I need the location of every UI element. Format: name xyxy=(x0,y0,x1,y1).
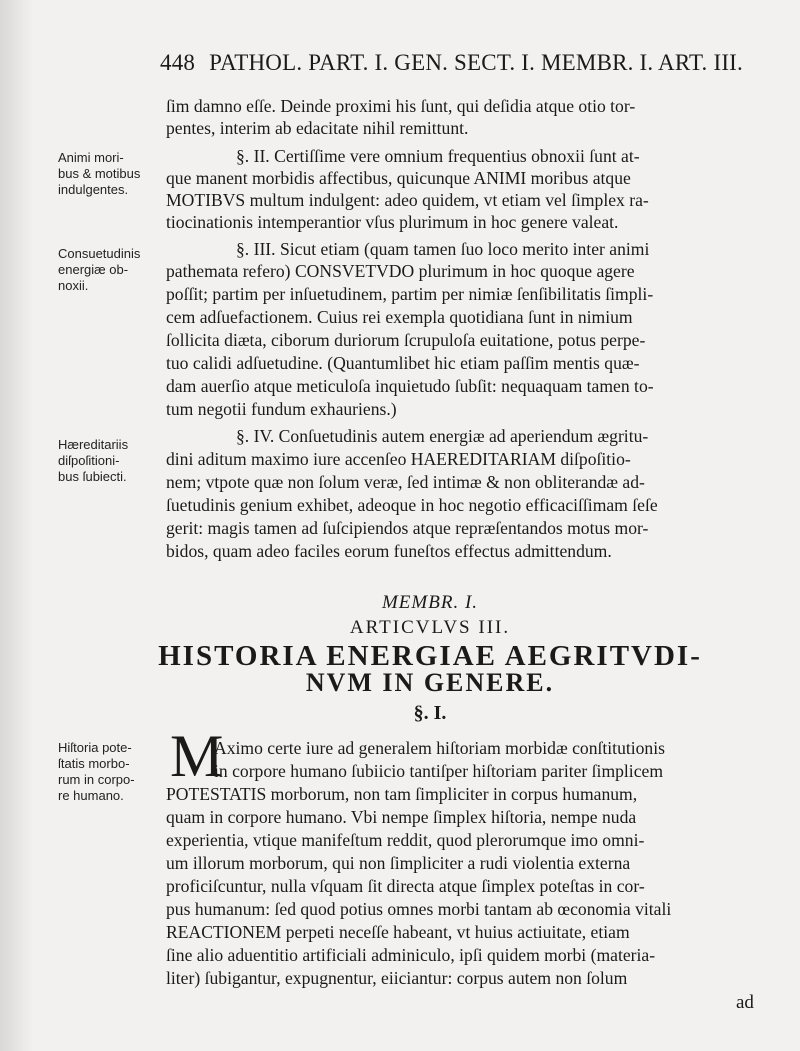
margin-note-line: Consuetudinis xyxy=(58,246,141,261)
margin-note-line: Animi mori- xyxy=(58,150,124,165)
body-line: cem adſuefactionem. Cuius rei exempla quotidiana ſunt in nimium xyxy=(166,307,633,327)
margin-note-line: bus ſubiecti. xyxy=(58,469,127,484)
body-line: proficiſcuntur, nulla vſquam ſit directa atque ſimplex poteſtas in cor- xyxy=(166,876,645,896)
running-header xyxy=(160,50,760,80)
body-line: tum negotii fundum exhauriens.) xyxy=(166,399,397,419)
margin-note-line: re humano. xyxy=(58,788,124,803)
articulus-heading: ARTICVLVS III. xyxy=(349,617,511,638)
margin-note-animi xyxy=(58,150,156,198)
margin-note-line: energiæ ob- xyxy=(58,262,129,277)
body-line: ſollicita diæta, ciborum duriorum ſcrupuloſa euitatione, potus perpe- xyxy=(166,330,646,350)
body-line: Aximo certe iure ad generalem hiſtoriam morbidæ conſtitutionis xyxy=(214,738,665,758)
margin-note-line: Hiſtoria pote- xyxy=(58,740,132,755)
chapter-title-line-2: NVM IN GENERE. xyxy=(305,668,555,697)
section-2-line: §. II. Certiſſime vere omnium frequentius obnoxii ſunt at- xyxy=(236,146,640,166)
body-line: pathemata refero) CONSVETVDO plurimum in hoc quoque agere xyxy=(166,261,635,281)
body-line: dam auerſio atque meticuloſa inquietudo ſubſit: nequaquam tamen to- xyxy=(166,376,654,396)
margin-note-line: indulgentes. xyxy=(58,182,129,197)
section-4-line: §. IV. Conſuetudinis autem energiæ ad aperiendum ægritu- xyxy=(236,426,649,446)
body-line: ſuetudinis genium exhibet, adeoque in hoc negotio efficaciſſimam ſeſe xyxy=(166,495,658,515)
margin-note-haereditariis xyxy=(58,437,156,485)
catchword: ad xyxy=(736,992,754,1013)
margin-note-line: Hæreditariis xyxy=(58,437,129,452)
page-gutter-shadow xyxy=(0,0,34,1051)
body-line: pus humanum: ſed quod potius omnes morbi tantam ab œconomia vitali xyxy=(166,899,672,919)
body-line: ſine alio aduentitio artificiali adminiculo, ipſi quidem morbi (materia- xyxy=(166,945,656,965)
margin-note-historia xyxy=(58,740,156,804)
body-line: quam in corpore humano. Vbi nempe ſimplex hiſtoria, nempe nuda xyxy=(166,807,637,827)
body-line: poſſit; partim per inſuetudinem, partim per nimiæ ſenſibilitatis ſimpli- xyxy=(166,284,654,304)
body-line: POTESTATIS morborum, non tam ſimpliciter in corpus humanum, xyxy=(166,784,638,804)
body-line: um illorum morborum, qui non ſimpliciter a rudi violentia externa xyxy=(166,853,631,873)
margin-note-line: rum in corpo- xyxy=(58,772,135,787)
section-3-line: §. III. Sicut etiam (quam tamen ſuo loco merito inter animi xyxy=(236,239,650,259)
margin-note-line: bus & motibus xyxy=(58,166,141,181)
drop-cap-initial: M xyxy=(170,723,224,789)
body-line: bidos, quam adeo faciles eorum funeſtos effectus admittendum. xyxy=(166,541,612,561)
body-line: dini aditum maximo iure accenſeo HAEREDITARIAM diſpoſitio- xyxy=(166,449,631,469)
margin-note-line: ſtatis morbo- xyxy=(58,756,130,771)
body-line: tiocinationis intemperantior vſus plurimum in hoc genere valeat. xyxy=(166,212,619,232)
body-line: tuo calidi adſuetudine. (Quantumlibet hic etiam paſſim mentis quæ- xyxy=(166,353,640,373)
section-mark: §. I. xyxy=(413,702,447,724)
margin-note-line: noxii. xyxy=(58,278,89,293)
body-line: in corpore humano ſubiicio tantiſper hiſtoriam pariter ſimplicem xyxy=(214,761,664,781)
body-line: pentes, interim ab edacitate nihil remittunt. xyxy=(166,118,469,138)
body-line: ſim damno eſſe. Deinde proximi his ſunt, qui deſidia atque otio tor- xyxy=(166,96,636,116)
body-line: MOTIBVS multum indulgent: adeo quidem, vt etiam vel ſimplex ra- xyxy=(166,190,649,210)
body-line: experientia, vtique manifeſtum reddit, quod plerorumque imo omni- xyxy=(166,830,645,850)
running-title: PATHOL. PART. I. GEN. SECT. I. MEMBR. I. ART. III. xyxy=(209,50,743,75)
body-line: liter) ſubigantur, expugnentur, eiiciantur: corpus autem non ſolum xyxy=(166,968,628,988)
margin-note-consuetudinis xyxy=(58,246,156,294)
page-number: 448 xyxy=(160,50,196,75)
membrum-heading: MEMBR. I. xyxy=(381,592,479,613)
body-line: REACTIONEM perpeti neceſſe habeant, vt huius actiuitate, etiam xyxy=(166,922,630,942)
body-line: gerit: magis tamen ad ſuſcipiendos atque repræſentandos motus mor- xyxy=(166,518,649,538)
chapter-title-line-1: HISTORIA ENERGIAE AEGRITVDI- xyxy=(158,640,702,672)
body-line: que manent morbidis affectibus, quicunque ANIMI moribus atque xyxy=(166,168,631,188)
body-line: nem; vtpote quæ non ſolum veræ, ſed intimæ & non obliterandæ ad- xyxy=(166,472,645,492)
margin-note-line: diſpoſitioni- xyxy=(58,453,120,468)
